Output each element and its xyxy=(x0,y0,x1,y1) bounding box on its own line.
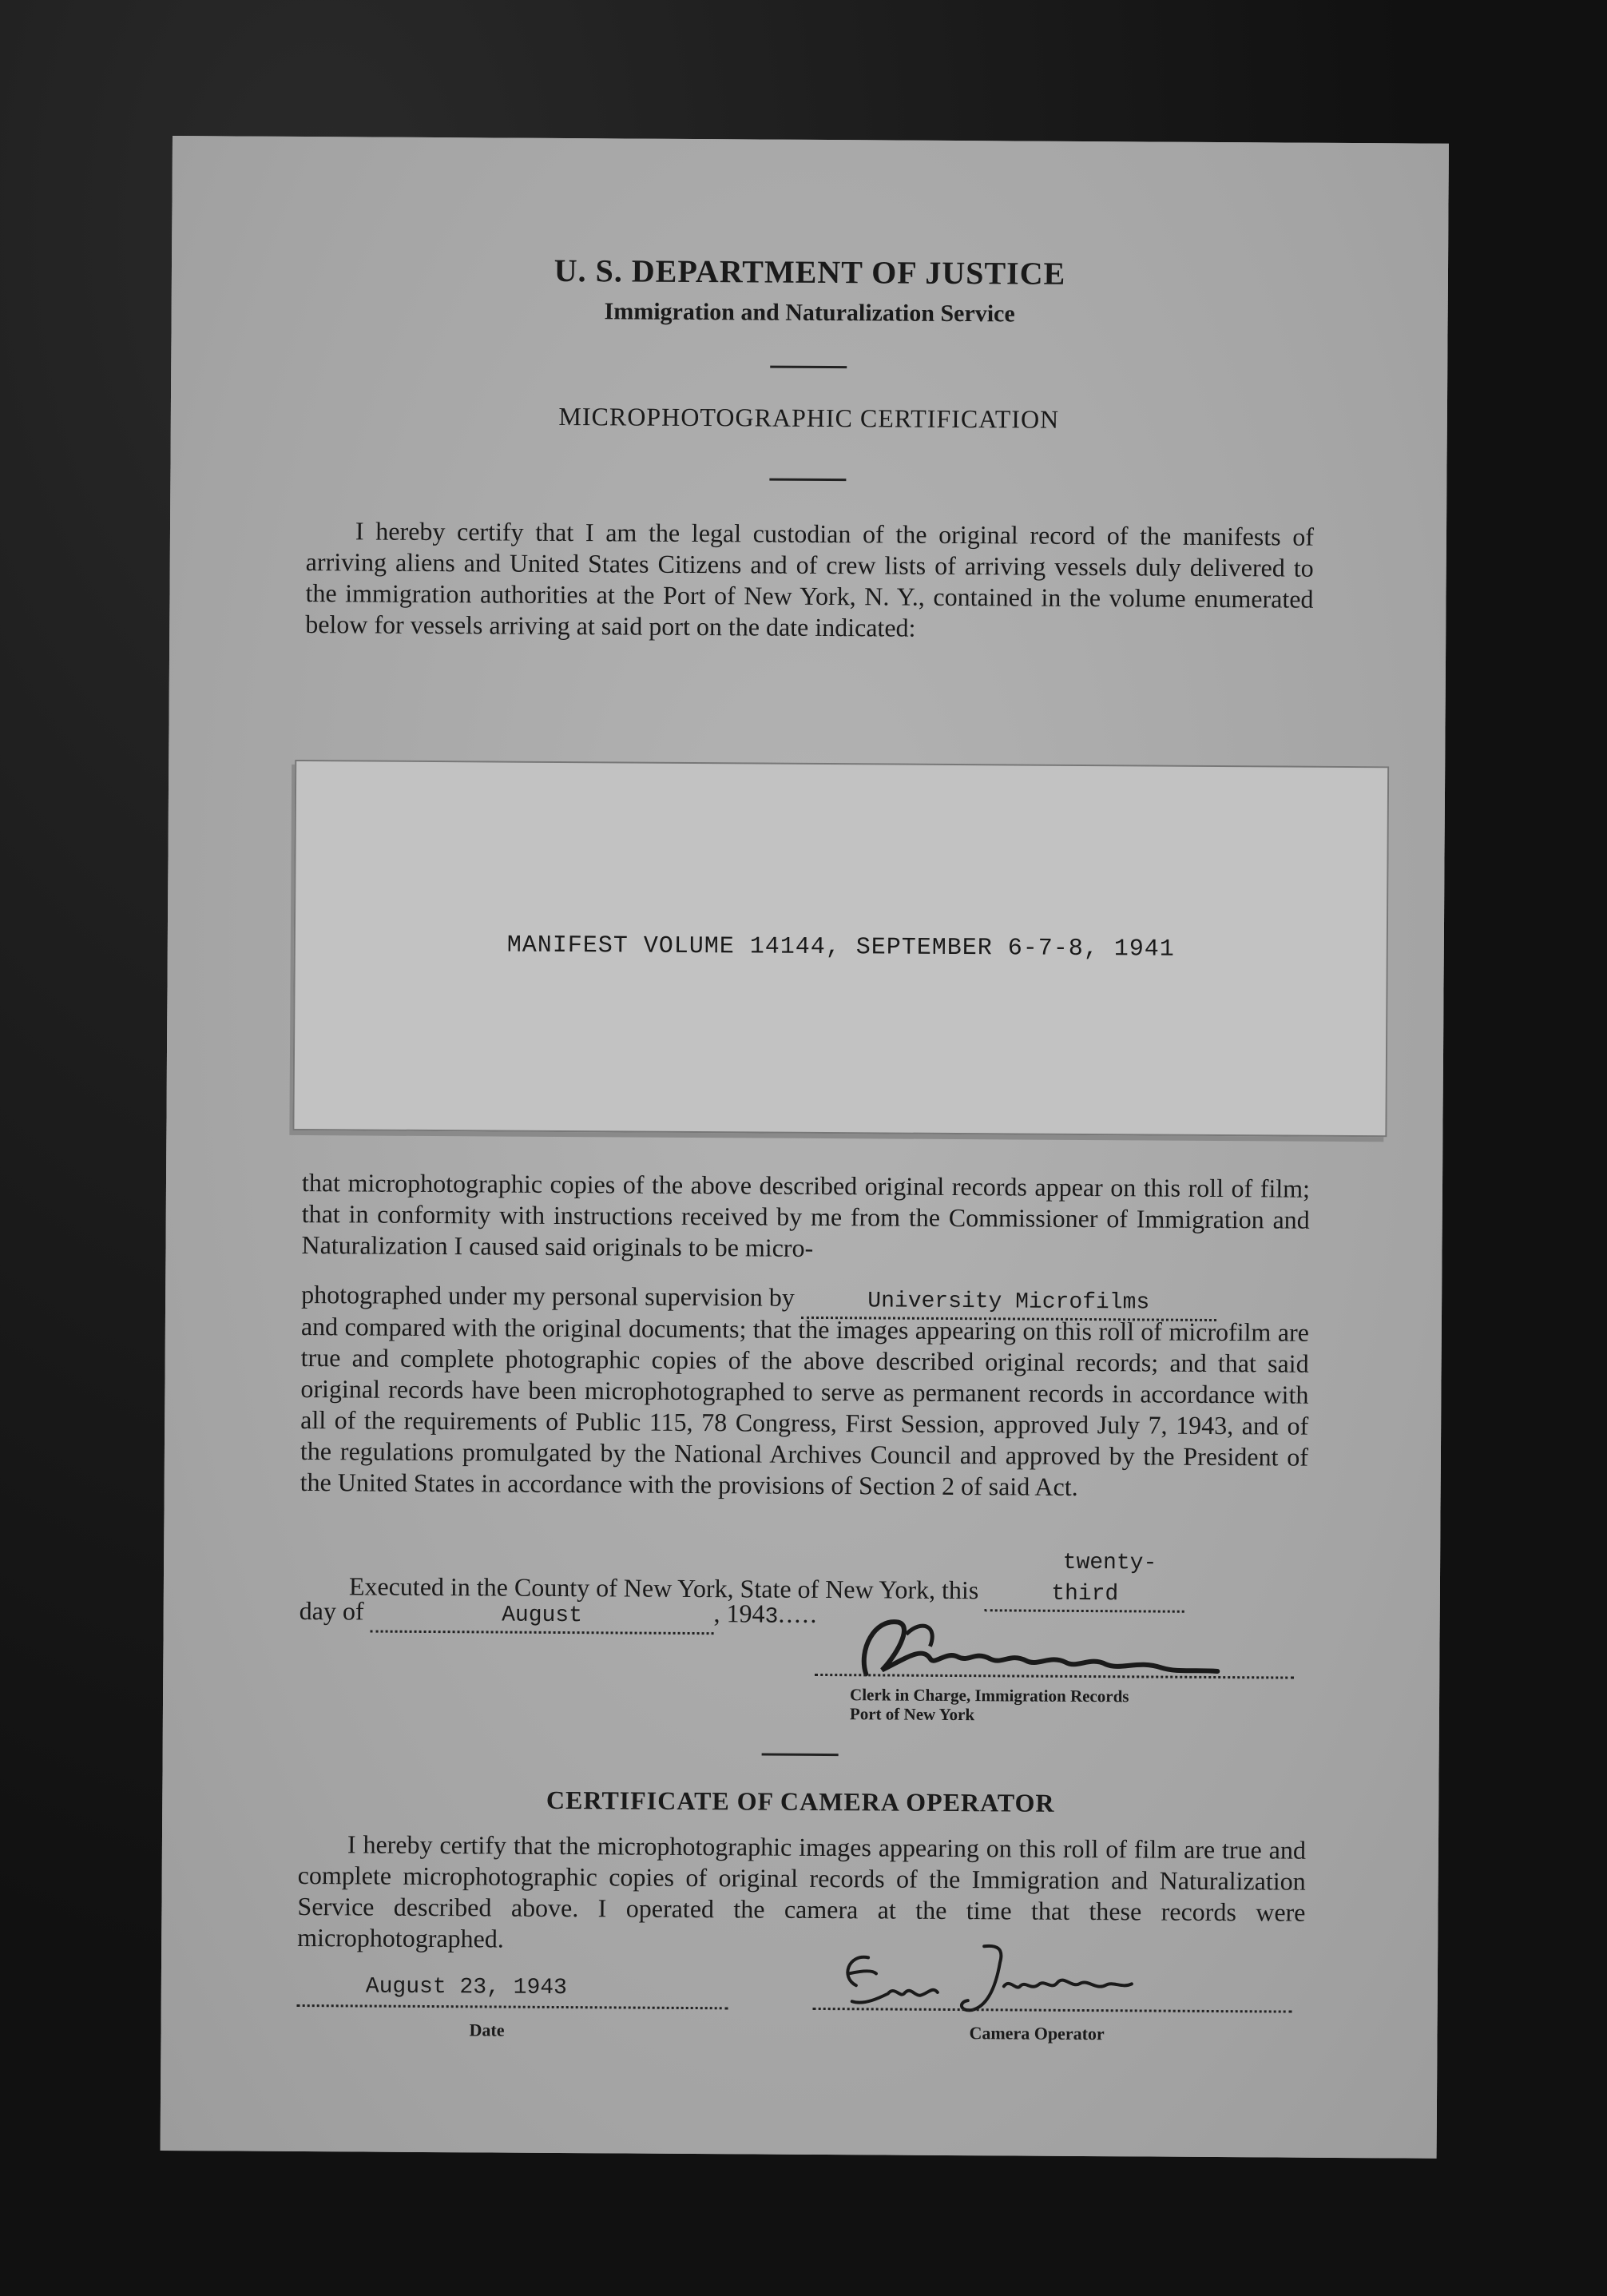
executed-day-field: twenty-third xyxy=(985,1547,1184,1613)
divider xyxy=(769,479,846,482)
microfilmer-field: University Microfilms xyxy=(801,1285,1216,1321)
certification-heading: MICROPHOTOGRAPHIC CERTIFICATION xyxy=(558,401,1060,434)
date-signature-line xyxy=(297,2004,728,2009)
operator-signature xyxy=(824,1929,1161,2020)
date-line: day of August , 1943..... xyxy=(300,1595,1307,1639)
month-field: August xyxy=(370,1599,713,1635)
manifest-volume-label: MANIFEST VOLUME 14144, SEPTEMBER 6-7-8, 1941 xyxy=(506,932,1175,963)
body-paragraph-part2: and compared with the original documents; that the images appearing on this roll of microfilm are true and complete photographic copies of the above described original records; and that said original records have been microphotographed to serve as permanent records in accordance with all of the requirements of Public 115, 78 Congress, First Session, approved July 7, 1943, and of the regulations promulgated by the National Archives Council and approved by the President of the United States in accordance with the provisions of Section 2 of said Act. xyxy=(300,1312,1309,1501)
body-paragraph-part1: that microphotographic copies of the above described original records appear on this roll of film; that in conformity with instructions received by me from the Commissioner of Immigration and Naturalization I caused said originals to be micro- xyxy=(301,1168,1311,1262)
intro-paragraph: I hereby certify that I am the legal custodian of the original record of the manifests of arriving aliens and United States Citizens and of crew lists of arriving vessels duly delivered to the immigration authorities at the Port of New York, N. Y., contained in the volume enumerated below for vessels arriving at said port on the date indicated: xyxy=(305,516,1315,642)
divider xyxy=(770,366,847,369)
camera-operator-statement: I hereby certify that the microphotographic images appearing on this roll of film are true and complete microphotographic copies of original records of the Immigration and Naturalization Service described above. I operated the camera at the time that these records were microphotographed. xyxy=(297,1829,1307,1953)
operator-date-value: August 23, 1943 xyxy=(365,1974,567,2001)
date-label: Date xyxy=(469,2020,505,2040)
supervision-prefix: photographed under my personal supervision by xyxy=(301,1280,795,1312)
year-prefix: , 194 xyxy=(713,1599,765,1628)
clerk-title-line1: Clerk in Charge, Immigration Records xyxy=(850,1685,1129,1706)
day-of-label: day of xyxy=(299,1596,364,1626)
service-subtitle: Immigration and Naturalization Service xyxy=(604,298,1015,328)
executed-prefix: Executed in the County of New York, State of New York, this xyxy=(348,1571,979,1605)
clerk-title-line2: Port of New York xyxy=(849,1704,975,1725)
department-title: U. S. DEPARTMENT OF JUSTICE xyxy=(554,252,1066,292)
volume-slip xyxy=(292,760,1389,1137)
divider xyxy=(762,1754,839,1757)
certificate-document xyxy=(161,136,1449,2159)
camera-operator-heading: CERTIFICATE OF CAMERA OPERATOR xyxy=(546,1785,1055,1817)
clerk-signature xyxy=(810,1602,1258,1692)
year-digit: 3 xyxy=(764,1604,779,1630)
camera-operator-label: Camera Operator xyxy=(969,2023,1105,2044)
